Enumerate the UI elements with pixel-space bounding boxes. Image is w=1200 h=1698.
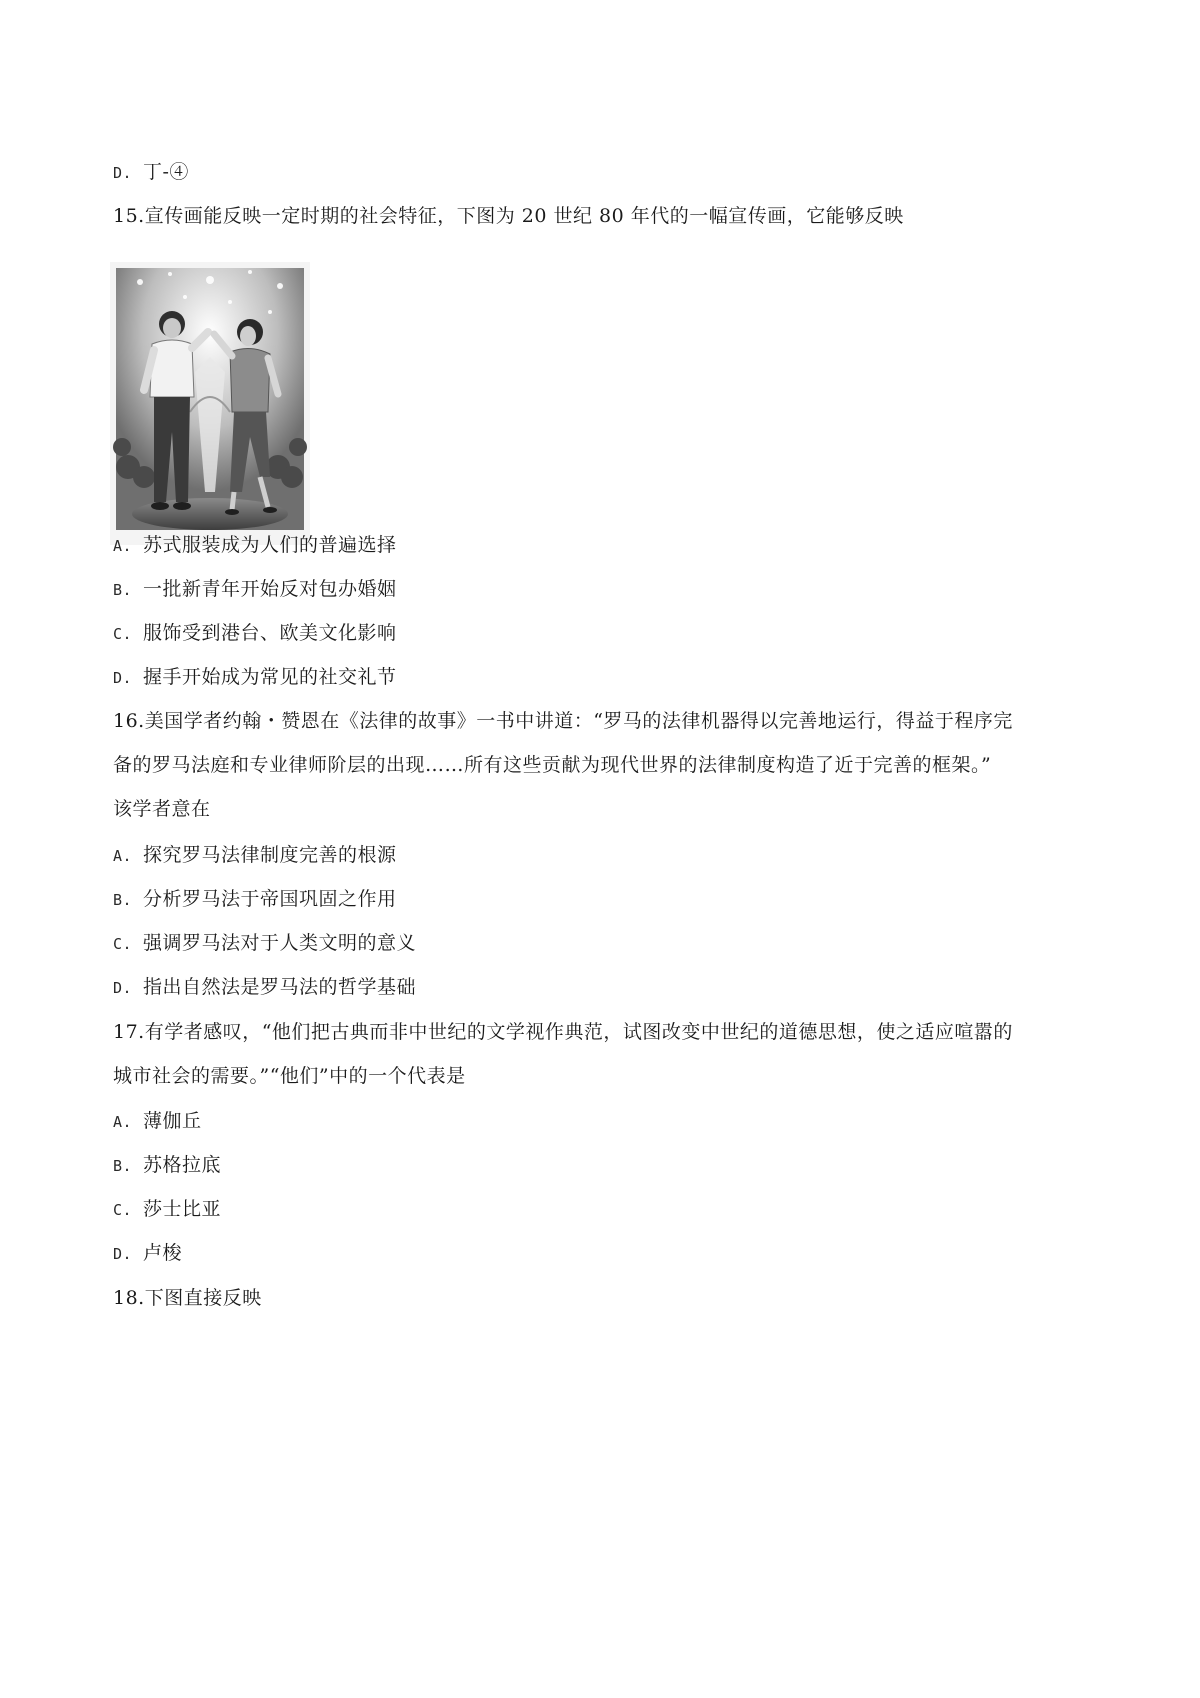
option-letter: A.	[113, 537, 133, 555]
option-q16-a	[113, 843, 397, 868]
option-text: 苏式服装成为人们的普遍选择	[143, 534, 397, 556]
option-text: 指出自然法是罗马法的哲学基础	[143, 976, 417, 998]
option-letter: D.	[113, 669, 133, 687]
option-q16-d	[113, 975, 416, 1000]
question-18-stem: 18.下图直接反映	[113, 1287, 262, 1309]
option-text: 莎士比亚	[143, 1198, 222, 1220]
option-letter: D.	[113, 164, 133, 182]
option-q16-b	[113, 887, 397, 912]
option-q16-c	[113, 931, 416, 956]
question-16-stem-line-1: 16.美国学者约翰・赞恩在《法律的故事》一书中讲道：“罗马的法律机器得以完善地运行，得益于程序完	[113, 710, 1013, 732]
option-q17-d	[113, 1241, 182, 1266]
option-text: 分析罗马法于帝国巩固之作用	[143, 888, 397, 910]
option-text: 握手开始成为常见的社交礼节	[143, 666, 397, 688]
option-text: 强调罗马法对于人类文明的意义	[143, 932, 417, 954]
option-text: 探究罗马法律制度完善的根源	[143, 844, 397, 866]
propaganda-poster-image	[110, 262, 310, 545]
question-15-stem: 15.宣传画能反映一定时期的社会特征，下图为 20 世纪 80 年代的一幅宣传画，它能够反映	[113, 205, 904, 227]
question-17-stem-line-2: 城市社会的需要。”“他们”中的一个代表是	[113, 1065, 466, 1087]
option-letter: A.	[113, 847, 133, 865]
option-q17-a	[113, 1109, 202, 1134]
option-q15-d	[113, 665, 397, 690]
option-text: 一批新青年开始反对包办婚姻	[143, 578, 397, 600]
option-q15-c	[113, 621, 397, 646]
option-q17-b	[113, 1153, 221, 1178]
option-q15-a	[113, 533, 397, 558]
option-letter: C.	[113, 1201, 133, 1219]
option-text: 苏格拉底	[143, 1154, 222, 1176]
option-letter: B.	[113, 1157, 133, 1175]
option-text: 卢梭	[143, 1242, 183, 1264]
option-letter: D.	[113, 979, 133, 997]
option-q15-b	[113, 577, 397, 602]
option-letter: B.	[113, 581, 133, 599]
option-letter: A.	[113, 1113, 133, 1131]
option-letter: B.	[113, 891, 133, 909]
option-letter: C.	[113, 625, 133, 643]
option-q14-d	[113, 160, 189, 185]
question-16-stem-line-2: 备的罗马法庭和专业律师阶层的出现……所有这些贡献为现代世界的法律制度构造了近于完善的框架。”	[113, 754, 992, 776]
option-text: 丁-④	[143, 161, 189, 183]
option-letter: D.	[113, 1245, 133, 1263]
option-text: 薄伽丘	[143, 1110, 202, 1132]
question-17-stem-line-1: 17.有学者感叹，“他们把古典而非中世纪的文学视作典范，试图改变中世纪的道德思想，使之适应喧嚣的	[113, 1021, 1013, 1043]
option-text: 服饰受到港台、欧美文化影响	[143, 622, 397, 644]
option-q17-c	[113, 1197, 221, 1222]
poster-illustration	[110, 262, 310, 545]
option-letter: C.	[113, 935, 133, 953]
question-16-stem-line-3: 该学者意在	[113, 798, 211, 820]
